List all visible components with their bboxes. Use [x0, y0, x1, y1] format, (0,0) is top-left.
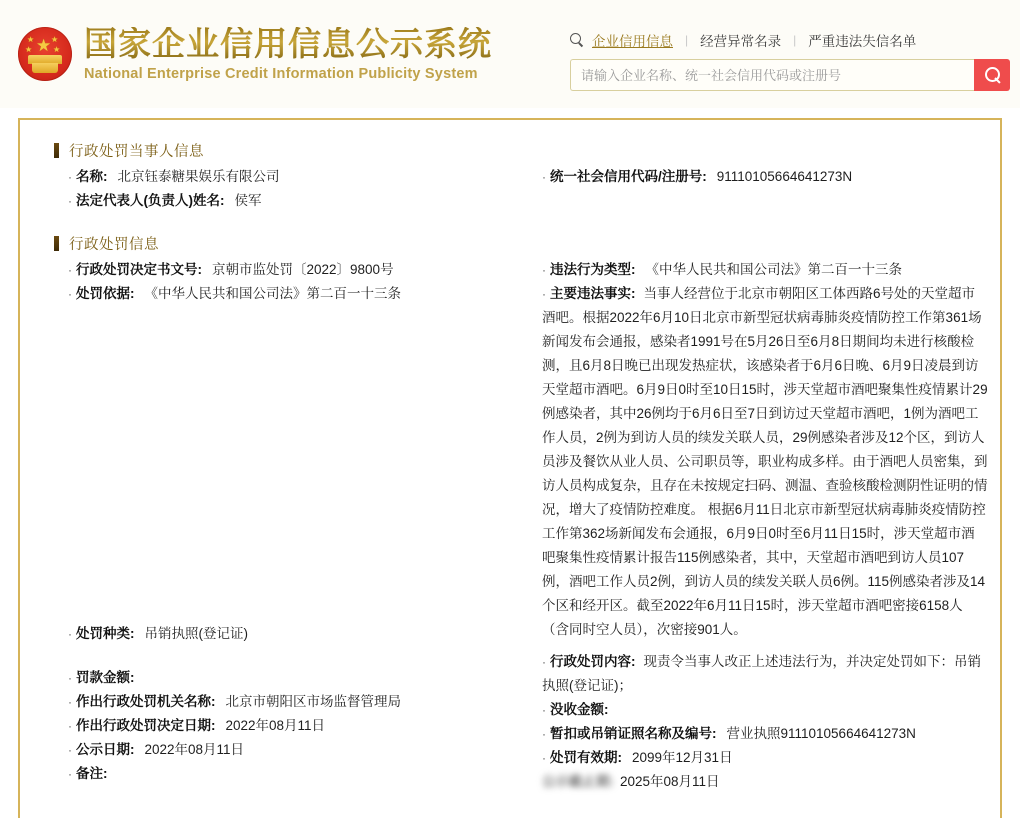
field-label: 备注:	[76, 766, 108, 781]
field-redacted-publicity-deadline	[512, 770, 988, 794]
site-title-cn: 国家企业信用信息公示系统	[84, 24, 492, 62]
bullet-icon: ·	[68, 767, 72, 781]
party-info-right-column	[512, 165, 988, 189]
search-icon	[570, 33, 585, 48]
field-value: 《中华人民共和国公司法》第二百一十三条	[144, 286, 401, 301]
bullet-icon: ·	[68, 743, 72, 757]
field-issuing-authority	[38, 690, 512, 714]
redacted-label: 公示截止期:	[542, 774, 614, 789]
section-header-penalty-info	[54, 233, 986, 254]
search-input[interactable]	[570, 59, 974, 91]
field-label: 作出行政处罚决定日期:	[76, 718, 216, 733]
bullet-icon: ·	[68, 695, 72, 709]
bullet-icon: ·	[542, 263, 546, 277]
search-button[interactable]	[974, 59, 1010, 91]
field-label: 主要违法事实:	[550, 286, 636, 301]
section-title: 行政处罚信息	[69, 237, 159, 253]
field-label: 处罚有效期:	[550, 750, 622, 765]
nav-separator: |	[685, 33, 689, 47]
penalty-right-column	[512, 258, 988, 794]
content-frame	[18, 118, 1002, 818]
field-value: 现责令当事人改正上述违法行为，并决定处罚如下：吊销执照(登记证)；	[542, 654, 981, 693]
search-bar	[570, 59, 1010, 91]
field-label: 处罚依据:	[76, 286, 135, 301]
field-main-violation-facts	[512, 282, 988, 642]
brand-block	[0, 24, 492, 82]
nav-item-enterprise-credit[interactable]: 企业信用信息	[592, 34, 673, 49]
bullet-icon: ·	[68, 719, 72, 733]
field-value: 营业执照91110105664641273N	[726, 726, 916, 741]
field-label: 行政处罚决定书文号:	[76, 262, 202, 277]
field-fine-amount	[38, 666, 512, 690]
field-value: 《中华人民共和国公司法》第二百一十三条	[645, 262, 902, 277]
field-label: 罚款金额:	[76, 670, 135, 685]
national-emblem-icon: ★ ★ ★ ★ ★	[18, 27, 72, 81]
nav-item-abnormal-operations[interactable]: 经营异常名录	[700, 34, 782, 49]
field-label: 处罚种类:	[76, 626, 135, 641]
field-label: 统一社会信用代码/注册号:	[550, 169, 707, 184]
field-decision-document-number	[38, 258, 512, 282]
bullet-icon: ·	[542, 655, 546, 669]
bullet-icon: ·	[542, 751, 546, 765]
field-value: 2099年12月31日	[632, 750, 733, 765]
bullet-icon: ·	[68, 263, 72, 277]
field-label: 名称:	[76, 169, 108, 184]
field-value: 当事人经营位于北京市朝阳区工体西路6号处的天堂超市酒吧。根据2022年6月10日北京市新型冠状病毒肺炎疫情防控工作第361场新闻发布会通报，感染者1991号在5月26日至6月8日期间均未进行核酸检测，且6月8日晚已出现发热症状，该感染者于6月6日晚、6月9日凌晨到访天堂超市酒吧。6月9日0时至10日15时，涉天堂超市酒吧聚集性疫情累计29例感染者，其中26例均于6月6日至7日到访过天堂超市酒吧，1例为酒吧工作人员，2例为到访人员的续发关联人员，29例感染者涉及12个区，到访人员涉及餐饮从业人员、公司职员等，职业构成多样。由于酒吧人员密集，到访人员构成复杂，且存在未按规定扫码、测温、查验核酸检测阴性证明的情况，增大了疫情防控难度。 根据6月11日北京市新型冠状病毒肺炎疫情防控工作第362场新闻发布会通报，6月9日0时至6月11日15时，涉天堂超市酒吧聚集性疫情累计报告115例感染者，其中，天堂超市酒吧到访人员107例，酒吧工作人员2例，到访人员的续发关联人员6例。115例感染者涉及14个区和经开区。截至2022年6月11日15时，涉天堂超市酒吧密接6158人（含同时空人员），次密接901人。	[542, 286, 988, 637]
top-nav	[570, 30, 1010, 50]
field-value: 2022年08月11日	[144, 742, 245, 757]
field-value: 侯军	[234, 193, 262, 208]
section-header-party-info	[54, 140, 986, 161]
field-label: 公示日期:	[76, 742, 135, 757]
field-suspended-license-name-number	[512, 722, 988, 746]
field-penalty-content	[512, 650, 988, 698]
field-remarks	[38, 762, 512, 786]
field-label: 暂扣或吊销证照名称及编号:	[550, 726, 717, 741]
nav-separator: |	[793, 33, 797, 47]
site-header	[0, 0, 1020, 108]
bullet-icon: ·	[68, 170, 72, 184]
field-value: 京朝市监处罚〔2022〕9800号	[212, 262, 394, 277]
section-marker-icon	[54, 143, 59, 158]
field-penalty-basis	[38, 282, 512, 306]
field-value: 2025年08月11日	[620, 774, 720, 789]
field-label: 违法行为类型:	[550, 262, 636, 277]
bullet-icon: ·	[68, 627, 72, 641]
field-company-name	[38, 165, 512, 189]
field-decision-date	[38, 714, 512, 738]
bullet-icon: ·	[68, 194, 72, 208]
search-icon	[985, 67, 1000, 82]
section-title: 行政处罚当事人信息	[69, 144, 204, 160]
field-label: 行政处罚内容:	[550, 654, 636, 669]
bullet-icon: ·	[68, 671, 72, 685]
bullet-icon: ·	[542, 170, 546, 184]
nav-item-serious-violations[interactable]: 严重违法失信名单	[808, 34, 917, 49]
field-penalty-validity-period	[512, 746, 988, 770]
field-publicity-date	[38, 738, 512, 762]
field-confiscation-amount	[512, 698, 988, 722]
field-violation-type	[512, 258, 988, 282]
field-unified-social-credit-code	[512, 165, 988, 189]
field-label: 法定代表人(负责人)姓名:	[76, 193, 225, 208]
field-value: 91110105664641273N	[716, 169, 853, 184]
bullet-icon: ·	[542, 287, 546, 301]
field-legal-representative	[38, 189, 512, 213]
field-value: 吊销执照(登记证)	[144, 626, 248, 641]
party-info-columns	[38, 165, 986, 213]
section-marker-icon	[54, 236, 59, 251]
field-value: 北京钰泰糖果娱乐有限公司	[117, 169, 280, 184]
penalty-left-column	[38, 258, 512, 786]
bullet-icon: ·	[542, 703, 546, 717]
field-value: 2022年08月11日	[225, 718, 326, 733]
bullet-icon: ·	[68, 287, 72, 301]
header-right	[570, 30, 1010, 91]
penalty-info-columns	[38, 258, 986, 794]
field-label: 没收金额:	[550, 702, 609, 717]
site-title-en: National Enterprise Credit Information Publicity System	[84, 65, 478, 82]
field-label: 作出行政处罚机关名称:	[76, 694, 216, 709]
party-info-left-column	[38, 165, 512, 213]
bullet-icon: ·	[542, 727, 546, 741]
field-value: 北京市朝阳区市场监督管理局	[225, 694, 401, 709]
field-penalty-type	[38, 622, 512, 646]
